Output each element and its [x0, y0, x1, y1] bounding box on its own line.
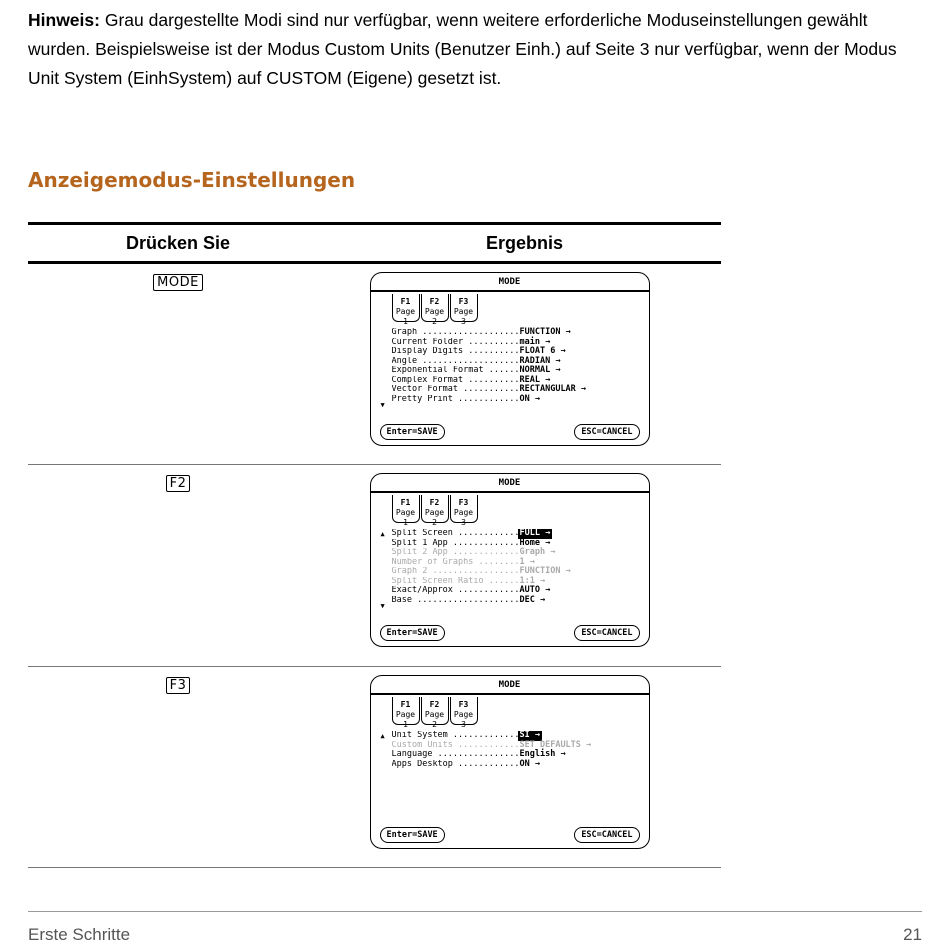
scroll-down-icon: ▼ [380, 602, 385, 610]
settings-list [392, 328, 636, 404]
section-title: Anzeigemodus-Einstellungen [28, 168, 356, 192]
setting-row [392, 376, 636, 386]
setting-row [392, 366, 636, 376]
setting-value: 1 → [519, 556, 535, 567]
tab-page-3 [450, 697, 478, 729]
setting-row [392, 548, 636, 558]
tab-page: Page 2 [424, 307, 445, 326]
settings-list [392, 731, 636, 769]
setting-label: Graph ..... [392, 328, 518, 338]
tab-page: Page 3 [453, 307, 474, 326]
screen-title-line [370, 491, 650, 493]
tab-fn: F2 [429, 700, 440, 709]
calculator-screen [370, 675, 650, 849]
scroll-down-icon: ▼ [380, 401, 385, 409]
setting-row [392, 539, 636, 549]
scroll-up-icon: ▲ [380, 732, 385, 740]
setting-value: main → [519, 336, 551, 347]
setting-value: ON → [519, 758, 540, 769]
setting-label: Apps Desktop ..... [392, 760, 518, 770]
setting-value: Home → [519, 537, 551, 548]
setting-value: AUTO → [519, 585, 551, 595]
tab-fn: F3 [458, 498, 469, 507]
setting-row [392, 577, 636, 587]
setting-row [392, 567, 636, 577]
tab-page-1 [392, 495, 420, 527]
setting-label: Exponential Format ..... [392, 366, 518, 376]
f2-key: F2 [166, 475, 191, 492]
setting-row [392, 558, 636, 568]
tab-fn: F2 [429, 498, 440, 507]
setting-value: FUNCTION → [519, 566, 571, 576]
screen-title: MODE [498, 277, 521, 287]
setting-value: 1:1 → [519, 575, 546, 586]
setting-row [392, 357, 636, 367]
screen-title: MODE [498, 478, 521, 488]
result-cell [328, 264, 721, 464]
cancel-button: ESC=CANCEL [574, 424, 639, 440]
tab-page: Page 2 [424, 508, 445, 527]
setting-label: Display Digits ..... [392, 347, 518, 357]
tab-page-3 [450, 294, 478, 326]
screen-title: MODE [498, 680, 521, 690]
table-row [28, 465, 721, 666]
tab-page: Page 1 [395, 307, 416, 326]
setting-row [392, 586, 636, 596]
tab-page-2 [421, 495, 449, 527]
tab-page-2 [421, 697, 449, 729]
setting-row [392, 395, 636, 405]
header-press: Drücken Sie [125, 232, 231, 253]
setting-label: Pretty Print ..... [392, 395, 518, 405]
footer-rule [28, 911, 922, 912]
setting-value: ON → [519, 393, 540, 404]
key-cell [28, 264, 328, 464]
setting-value: English → [519, 749, 566, 759]
tab-fn: F1 [400, 498, 411, 507]
key-cell [28, 465, 328, 666]
setting-value: SET DEFAULTS → [519, 739, 592, 750]
tab-fn: F3 [458, 700, 469, 709]
setting-value: NORMAL → [519, 365, 561, 375]
save-button: Enter=SAVE [380, 424, 445, 440]
note-paragraph [28, 6, 928, 93]
setting-value: RECTANGULAR → [519, 384, 587, 394]
setting-row [392, 741, 636, 751]
calculator-screen [370, 473, 650, 647]
setting-label: Split 2 App ..... [392, 548, 518, 558]
table-header [28, 225, 721, 261]
row-separator [28, 867, 721, 868]
header-result: Ergebnis [485, 232, 564, 253]
setting-label: Graph 2 ..... [392, 567, 518, 577]
setting-value: REAL → [519, 374, 551, 385]
tab-page-1 [392, 294, 420, 326]
save-button: Enter=SAVE [380, 625, 445, 641]
setting-value: DEC → [519, 594, 546, 605]
tab-fn: F1 [400, 297, 411, 306]
setting-row [392, 731, 636, 741]
screen-title-line [370, 290, 650, 292]
setting-label: Angle ..... [392, 357, 518, 367]
setting-value: FLOAT 6 → [519, 346, 566, 356]
setting-row [392, 347, 636, 357]
setting-label: Custom Units ..... [392, 741, 518, 751]
table-row [28, 667, 721, 867]
tab-page: Page 1 [395, 508, 416, 527]
setting-label: Language ..... [392, 750, 518, 760]
scroll-up-icon: ▲ [380, 530, 385, 538]
result-cell [328, 667, 721, 867]
tab-page: Page 2 [424, 710, 445, 729]
setting-value: FULL → [519, 528, 551, 538]
setting-row [392, 760, 636, 770]
setting-label: Split Screen ..... [392, 529, 518, 539]
setting-row [392, 596, 636, 606]
cancel-button: ESC=CANCEL [574, 625, 639, 641]
screen-tabs [392, 697, 479, 729]
setting-row [392, 328, 636, 338]
setting-value: FUNCTION → [519, 327, 571, 337]
setting-label: Complex Format ..... [392, 376, 518, 386]
tab-page: Page 3 [453, 710, 474, 729]
setting-value: Graph → [519, 547, 556, 557]
tab-page: Page 1 [395, 710, 416, 729]
note-label: Hinweis: [28, 10, 100, 30]
setting-label: Base ..... [392, 596, 518, 606]
setting-row [392, 750, 636, 760]
setting-label: Split Screen Ratio ..... [392, 577, 518, 587]
setting-label: Current Folder ..... [392, 338, 518, 348]
key-cell [28, 667, 328, 867]
footer-section: Erste Schritte [28, 925, 131, 944]
setting-label: Unit System ..... [392, 731, 518, 741]
tab-fn: F3 [458, 297, 469, 306]
setting-value: SI → [519, 730, 540, 740]
setting-row [392, 529, 636, 539]
setting-label: Vector Format ..... [392, 385, 518, 395]
f3-key: F3 [166, 677, 191, 694]
page-number: 21 [903, 925, 922, 944]
setting-label: Split 1 App ..... [392, 539, 518, 549]
tab-page-1 [392, 697, 420, 729]
note-text: Grau dargestellte Modi sind nur verfügbar, wenn weitere erforderliche Moduseinstellungen gewählt wurden. Beispielsweise ist der Modus Custom Units (Benutzer Einh.) auf Seite 3 nur verfügbar, wenn der Modus Unit System (EinhSystem) auf CUSTOM (Eigene) gesetzt ist. [28, 10, 897, 88]
setting-label: Exact/Approx ..... [392, 586, 518, 596]
settings-list [392, 529, 636, 605]
setting-row [392, 338, 636, 348]
tab-fn: F2 [429, 297, 440, 306]
tab-page-3 [450, 495, 478, 527]
tab-page-2 [421, 294, 449, 326]
result-cell [328, 465, 721, 666]
mode-table [28, 222, 721, 868]
cancel-button: ESC=CANCEL [574, 827, 639, 843]
setting-row [392, 385, 636, 395]
save-button: Enter=SAVE [380, 827, 445, 843]
mode-key: MODE [153, 274, 203, 291]
tab-fn: F1 [400, 700, 411, 709]
setting-label: Number of Graphs ..... [392, 558, 518, 568]
screen-tabs [392, 495, 479, 527]
tab-page: Page 3 [453, 508, 474, 527]
setting-value: RADIAN → [519, 355, 561, 366]
screen-tabs [392, 294, 479, 326]
calculator-screen [370, 272, 650, 446]
screen-title-line [370, 693, 650, 695]
table-row [28, 264, 721, 464]
